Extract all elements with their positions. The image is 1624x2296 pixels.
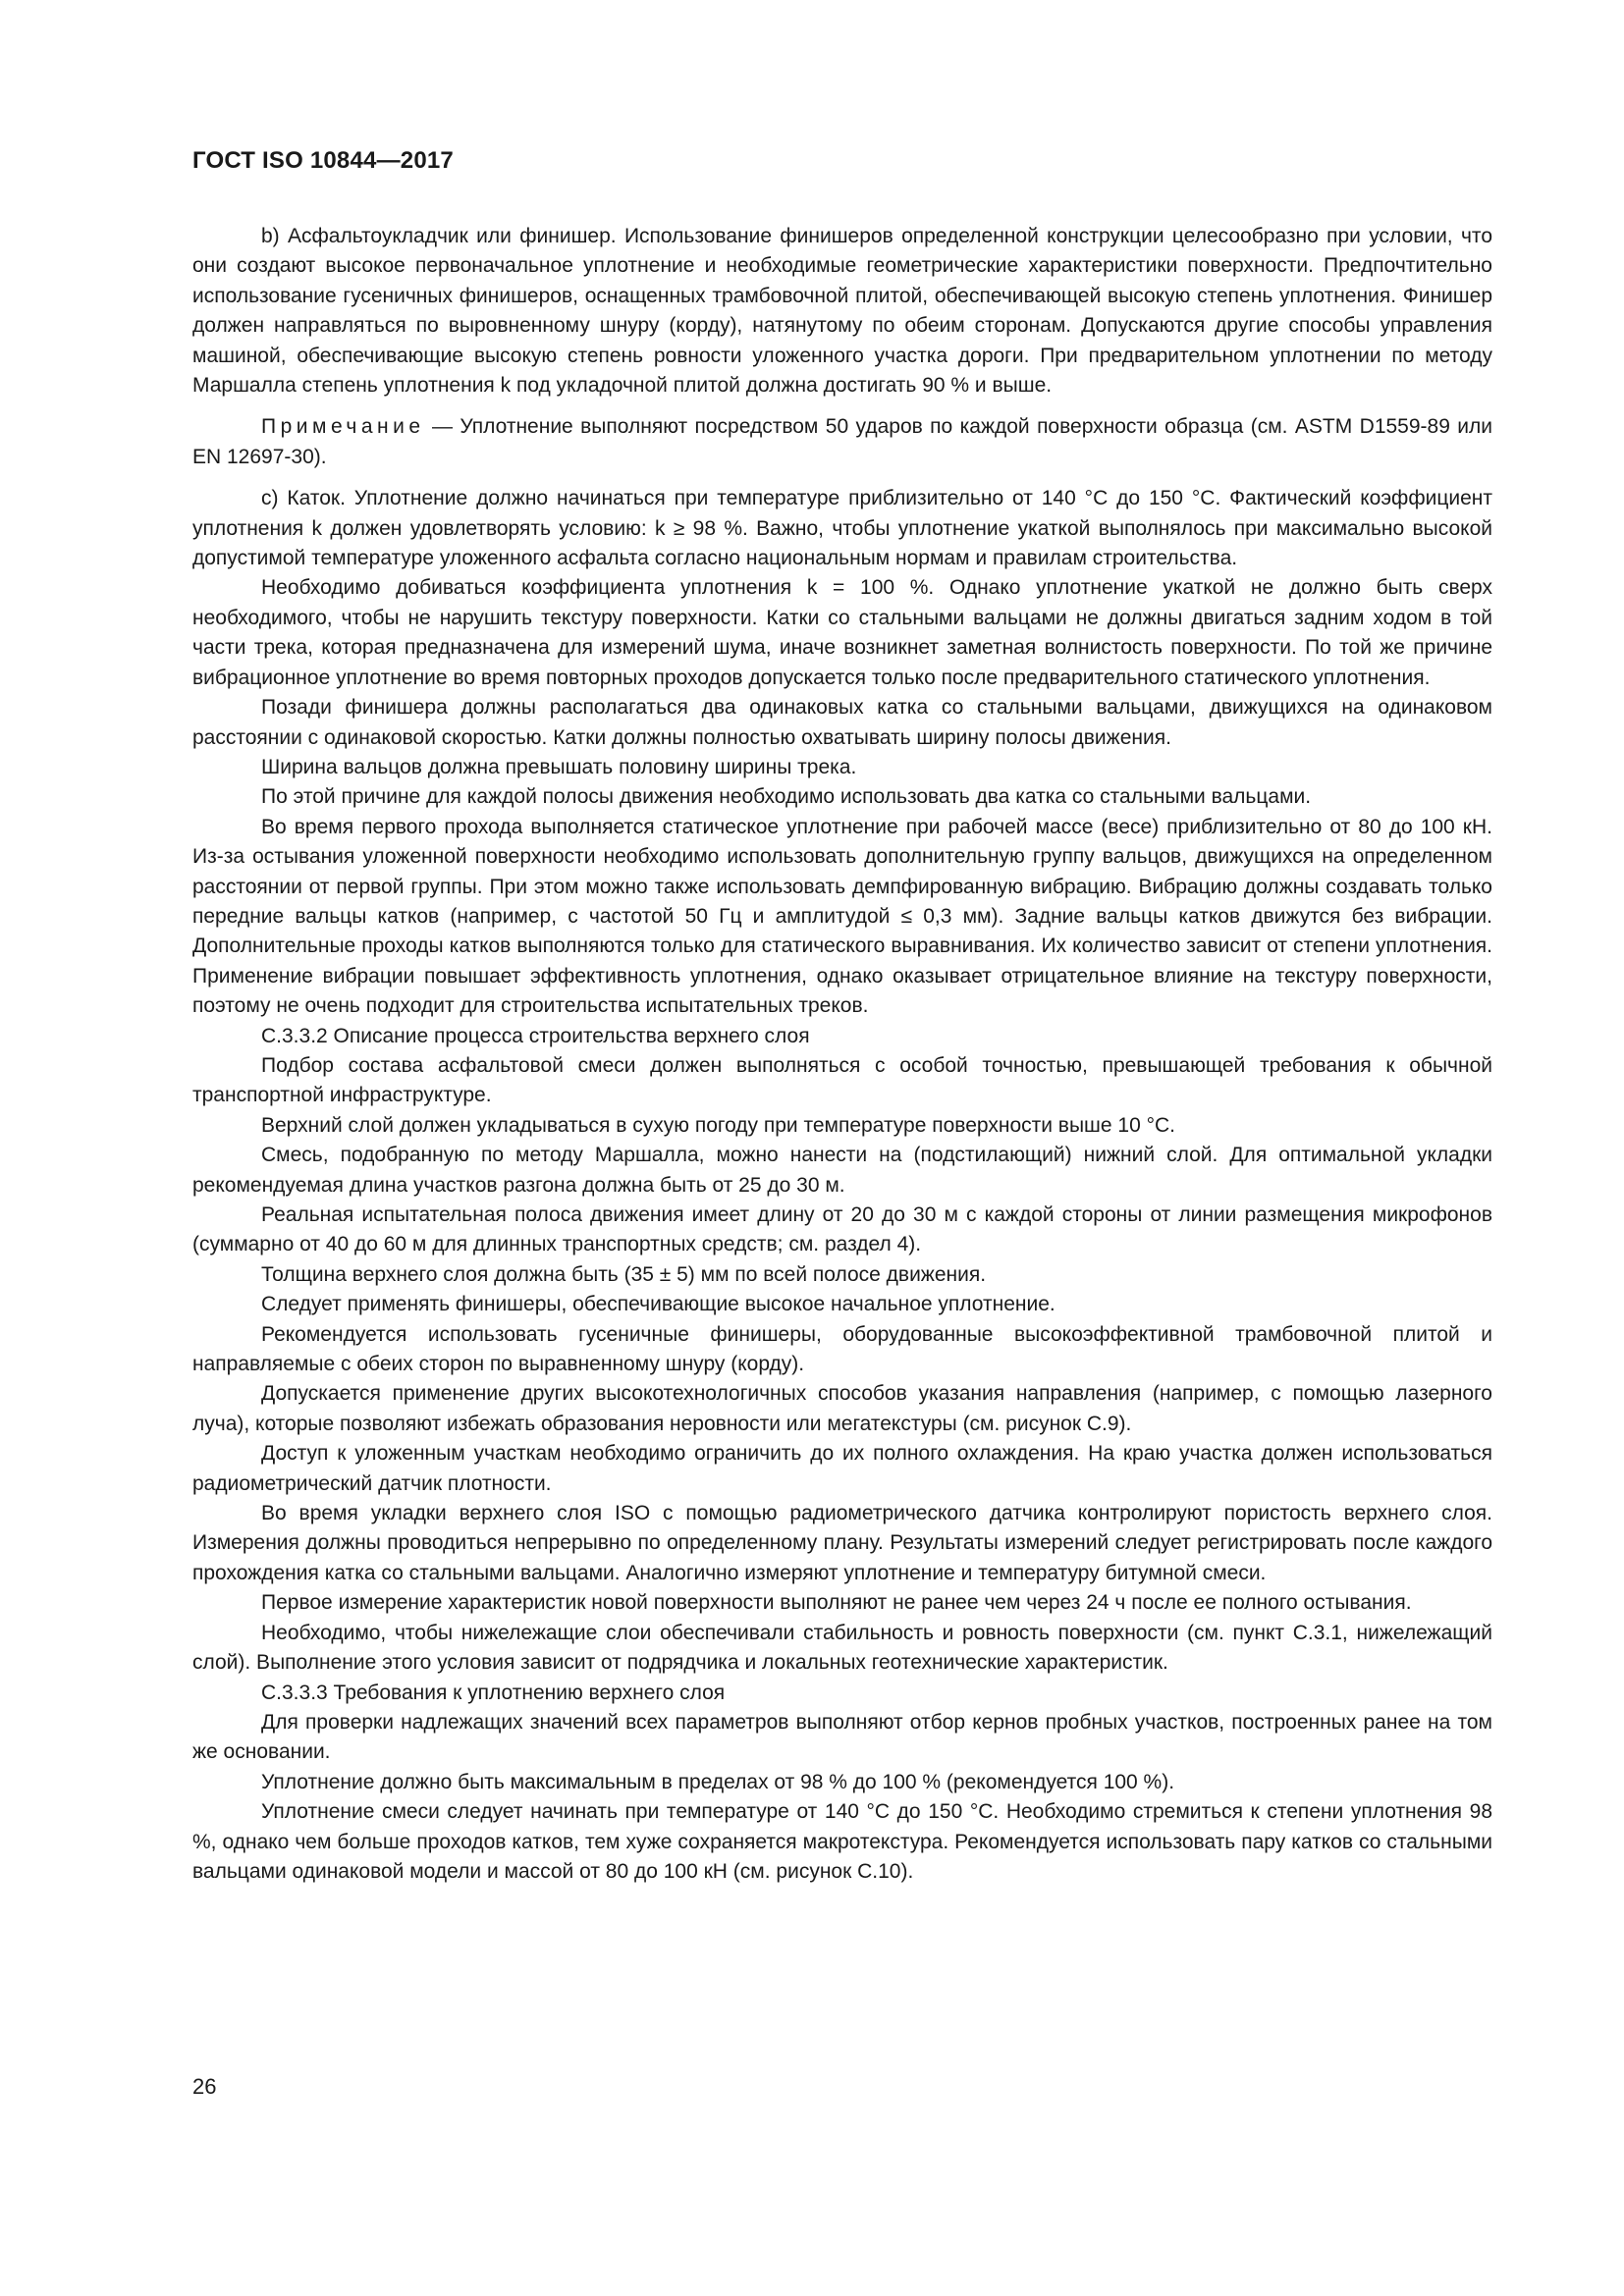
document-body — [192, 222, 1492, 1887]
note-label: Примечание — [261, 415, 425, 439]
paragraph: Необходимо добиваться коэффициента уплотнения k = 100 %. Однако уплотнение укаткой не должно быть сверх необходимого, чтобы не нарушить текстуру поверхности. Катки со стальными вальцами не должны двигаться задним ходом в той части трека, которая предназначена для измерений шума, иначе возникнет заметная волнистость поверхности. По той же причине вибрационное уплотнение во время повторных проходов допускается только после предварительного статического уплотнения. — [192, 576, 1492, 689]
paragraph: Ширина вальцов должна превышать половину ширины трека. — [261, 755, 857, 778]
paragraph: Для проверки надлежащих значений всех параметров выполняют отбор кернов пробных участков, построенных ранее на том же основании. — [192, 1710, 1492, 1764]
paragraph: Рекомендуется использовать гусеничные финишеры, оборудованные высокоэффективной трамбовочной плитой и направляемые с обеих сторон по выравненному шнуру (корду). — [192, 1322, 1492, 1376]
paragraph: Допускается применение других высокотехнологичных способов указания направления (например, с помощью лазерного луча), которые позволяют избежать образования неровности или мегатекстуры (см. рисунок С.9). — [192, 1382, 1492, 1435]
section-heading-c332: С.3.3.2 Описание процесса строительства верхнего слоя — [261, 1024, 810, 1047]
paragraph: Уплотнение смеси следует начинать при температуре от 140 °C до 150 °C. Необходимо стремиться к степени уплотнения 98 %, однако чем больше проходов катков, тем хуже сохраняется макротекстура. Рекомендуется использовать пару катков со стальными вальцами одинаковой модели и массой от 80 до 100 кН (см. рисунок С.10). — [192, 1800, 1492, 1883]
paragraph: Позади финишера должны располагаться два одинаковых катка со стальными вальцами, движущихся на одинаковом расстоянии с одинаковой скоростью. Катки должны полностью охватывать ширину полосы движения. — [192, 696, 1492, 749]
paragraph: Следует применять финишеры, обеспечивающие высокое начальное уплотнение. — [261, 1293, 1056, 1316]
paragraph-roller: c) Каток. Уплотнение должно начинаться при температуре приблизительно от 140 °C до 150 °C. Фактический коэффициент уплотнения k должен удовлетворять условию: k ≥ 98 %. Важно, чтобы уплотнение укаткой выполнялось при максимально высокой допустимой температуре уложенного асфальта согласно национальным нормам и правилам строительства. — [192, 487, 1492, 570]
paragraph: Первое измерение характеристик новой поверхности выполняют не ранее чем через 24 ч после ее полного остывания. — [261, 1591, 1412, 1615]
paragraph: Верхний слой должен укладываться в сухую погоду при температуре поверхности выше 10 °C. — [261, 1113, 1176, 1137]
paragraph: Подбор состава асфальтовой смеси должен выполняться с особой точностью, превышающей требования к обычной транспортной инфраструктуре. — [192, 1053, 1492, 1107]
paragraph: Уплотнение должно быть максимальным в пределах от 98 % до 100 % (рекомендуется 100 %). — [261, 1770, 1175, 1793]
paragraph: Во время укладки верхнего слоя ISO с помощью радиометрического датчика контролируют пористость верхнего слоя. Измерения должны проводиться непрерывно по определенному плану. Результаты измерений следует регистрировать после каждого прохождения катка со стальными вальцами. Аналогично измеряют уплотнение и температуру битумной смеси. — [192, 1502, 1492, 1584]
paragraph: Во время первого прохода выполняется статическое уплотнение при рабочей массе (весе) приблизительно от 80 до 100 кН. Из-за остывания уложенной поверхности необходимо использовать дополнительную группу вальцов, движущихся на определенном расстоянии от первой группы. При этом можно также использовать демпфированную вибрацию. Вибрацию должны создавать только передние вальцы катков (например, с частотой 50 Гц и амплитудой ≤ 0,3 мм). Задние вальцы катков движутся без вибрации. Дополнительные проходы катков выполняются только для статического выравнивания. Их количество зависит от степени уплотнения. Применение вибрации повышает эффективность уплотнения, однако оказывает отрицательное влияние на текстуру поверхности, поэтому не очень подходит для строительства испытательных треков. — [192, 815, 1492, 1018]
paragraph: Доступ к уложенным участкам необходимо ограничить до их полного охлаждения. На краю участка должен использоваться радиометрический датчик плотности. — [192, 1442, 1492, 1495]
paragraph: Реальная испытательная полоса движения имеет длину от 20 до 30 м с каждой стороны от линии размещения микрофонов (суммарно от 40 до 60 м для длинных транспортных средств; см. раздел 4). — [192, 1203, 1492, 1256]
note-paragraph — [192, 412, 1492, 472]
note-text: — Уплотнение выполняют посредством 50 ударов по каждой поверхности образца (см. ASTM D1559-89 или EN 12697-30). — [192, 415, 1492, 468]
page-number: 26 — [192, 2074, 217, 2099]
paragraph: По этой причине для каждой полосы движения необходимо использовать два катка со стальными вальцами. — [261, 785, 1312, 809]
paragraph: Толщина верхнего слоя должна быть (35 ± 5) мм по всей полосе движения. — [261, 1262, 987, 1286]
section-heading-c333: С.3.3.3 Требования к уплотнению верхнего слоя — [261, 1681, 726, 1704]
paragraph: Необходимо, чтобы нижележащие слои обеспечивали стабильность и ровность поверхности (см. пункт С.3.1, нижележащий слой). Выполнение этого условия зависит от подрядчика и локальных геотехнические характеристик. — [192, 1621, 1492, 1675]
paragraph: Смесь, подобранную по методу Маршалла, можно нанести на (подстилающий) нижний слой. Для оптимальной укладки рекомендуемая длина участков разгона должна быть от 25 до 30 м. — [192, 1144, 1492, 1197]
document-header: ГОСТ ISO 10844—2017 — [192, 147, 454, 174]
paragraph-asphalt-paver: b) Асфальтоукладчик или финишер. Использование финишеров определенной конструкции целесообразно при условии, что они создают высокое первоначальное уплотнение и необходимые геометрические характеристики поверхности. Предпочтительно использование гусеничных финишеров, оснащенных трамбовочной плитой, обеспечивающей высокую степень уплотнения. Финишер должен направляться по выровненному шнуру (корду), натянутому по обеим сторонам. Допускаются другие способы управления машиной, обеспечивающие высокую степень ровности уложенного участка дороги. При предварительном уплотнении по методу Маршалла степень уплотнения k под укладочной плитой должна достигать 90 % и выше. — [192, 225, 1492, 398]
